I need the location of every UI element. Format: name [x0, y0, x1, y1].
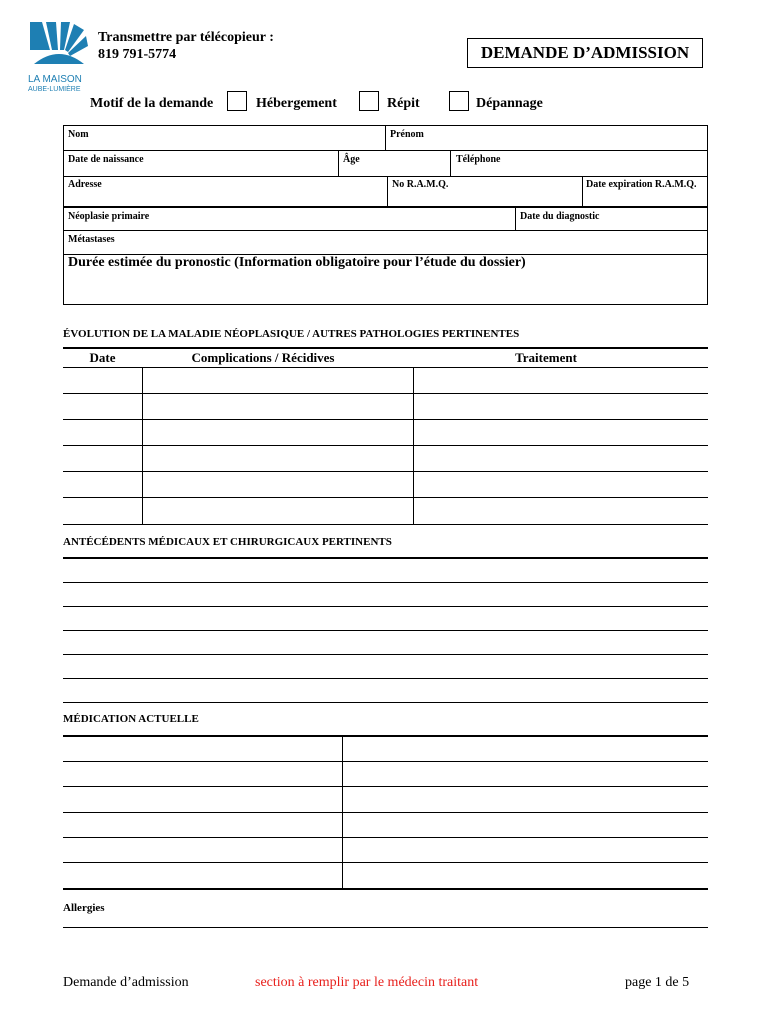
ramq-expiration-field[interactable]: Date expiration R.A.M.Q.	[586, 179, 697, 190]
logo-line1: LA MAISON	[28, 74, 82, 85]
age-field[interactable]: Âge	[343, 154, 360, 165]
motif-label: Motif de la demande	[90, 96, 214, 111]
footer-center: section à remplir par le médecin traitant	[255, 975, 479, 990]
repit-label: Répit	[387, 96, 420, 111]
patient-info-grid	[63, 125, 708, 305]
hebergement-checkbox[interactable]	[227, 91, 247, 111]
neoplasie-field[interactable]: Néoplasie primaire	[68, 211, 150, 222]
prenom-field[interactable]: Prénom	[390, 129, 424, 140]
footer-left: Demande d’admission	[63, 975, 189, 990]
metastases-field[interactable]: Métastases	[68, 234, 115, 245]
evolution-heading: ÉVOLUTION DE LA MALADIE NÉOPLASIQUE / AUTRES PATHOLOGIES PERTINENTES	[63, 328, 520, 340]
form-title	[467, 38, 703, 68]
footer-page-number: page 1 de 5	[625, 975, 690, 990]
pronostic-field[interactable]: Durée estimée du pronostic (Information obligatoire pour l’étude du dossier)	[68, 255, 526, 270]
ramq-field[interactable]: No R.A.M.Q.	[392, 179, 449, 190]
depannage-checkbox[interactable]	[449, 91, 469, 111]
repit-checkbox[interactable]	[359, 91, 379, 111]
antecedents-heading: ANTÉCÉDENTS MÉDICAUX ET CHIRURGICAUX PERTINENTS	[63, 536, 392, 548]
sunrise-logo-icon	[28, 20, 90, 70]
nom-field[interactable]: Nom	[68, 129, 89, 140]
form-title-text: DEMANDE D’ADMISSION	[480, 43, 690, 62]
col-complications-header: Complications / Récidives	[191, 350, 335, 365]
depannage-label: Dépannage	[476, 96, 543, 111]
date-naissance-field[interactable]: Date de naissance	[68, 154, 144, 165]
col-traitement-header: Traitement	[515, 350, 577, 365]
col-date-header: Date	[89, 350, 116, 365]
logo-line2: AUBE-LUMIÈRE	[28, 86, 81, 93]
fax-label: Transmettre par télécopieur :	[98, 30, 274, 45]
fax-number: 819 791-5774	[98, 47, 177, 62]
logo	[28, 20, 90, 93]
telephone-field[interactable]: Téléphone	[456, 154, 501, 165]
allergies-field[interactable]: Allergies	[63, 902, 105, 914]
date-diagnostic-field[interactable]: Date du diagnostic	[520, 211, 600, 222]
adresse-field[interactable]: Adresse	[68, 179, 102, 190]
medication-heading: MÉDICATION ACTUELLE	[63, 713, 199, 725]
hebergement-label: Hébergement	[256, 96, 337, 111]
